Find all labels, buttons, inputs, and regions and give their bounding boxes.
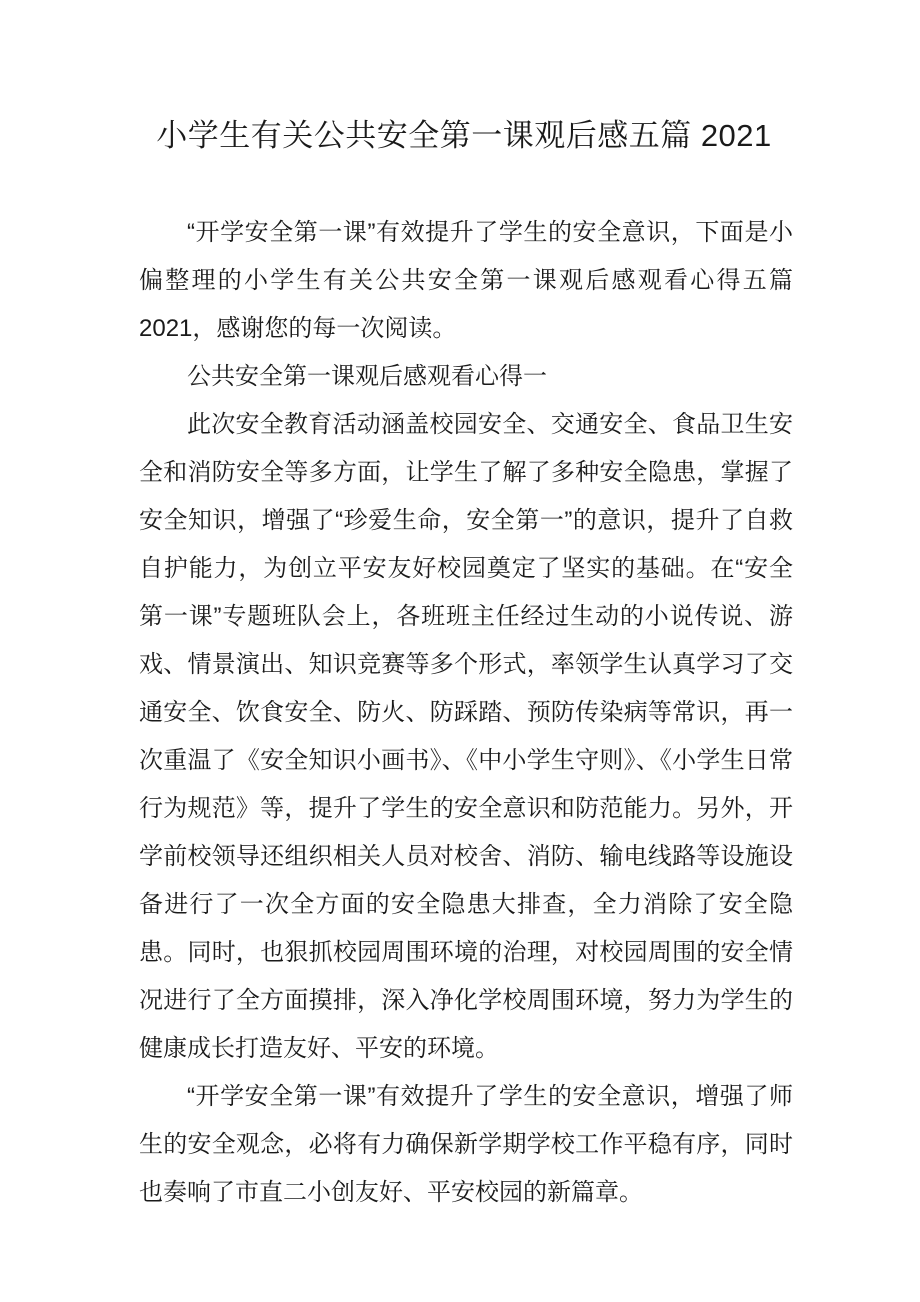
section-heading: 公共安全第一课观后感观看心得一: [187, 363, 547, 390]
paragraph-body: 此次安全教育活动涵盖校园安全、交通安全、食品卫生安全和消防安全等多方面，让学生了解了多种安全隐患，掌握了安全知识，增强了“珍爱生命，安全第一”的意识，提升了自救自护能力，为创立平安友好校园奠定了坚实的基础。在“安全第一课”专题班队会上，各班班主任经过生动的小说传说、游戏、情景演出、知识竞赛等多个形式，率领学生认真学习了交通安全、饮食安全、防火、防踩踏、预防传染病等常识，再一次重温了《安全知识小画书》、《中小学生守则》、《小学生日常行为规范》等，提升了学生的安全意识和防范能力。另外，开学前校领导还组织相关人员对校舍、消防、输电线路等设施设备进行了一次全方面的安全隐患大排查，全力消除了安全隐患。同时，也狠抓校园周围环境的治理，对校园周围的安全情况进行了全方面摸排，深入净化学校周围环境，努力为学生的健康成长打造友好、平安的环境。: [139, 411, 793, 1062]
document-body: [139, 209, 793, 1217]
document-title: 小学生有关公共安全第一课观后感五篇 2021: [156, 118, 772, 153]
paragraph-intro: “开学安全第一课”有效提升了学生的安全意识，下面是小偏整理的小学生有关公共安全第一课观后感观看心得五篇 2021，感谢您的每一次阅读。: [139, 219, 793, 342]
paragraph-closing: “开学安全第一课”有效提升了学生的安全意识，增强了师生的安全观念，必将有力确保新学期学校工作平稳有序，同时也奏响了市直二小创友好、平安校园的新篇章。: [139, 1083, 793, 1206]
